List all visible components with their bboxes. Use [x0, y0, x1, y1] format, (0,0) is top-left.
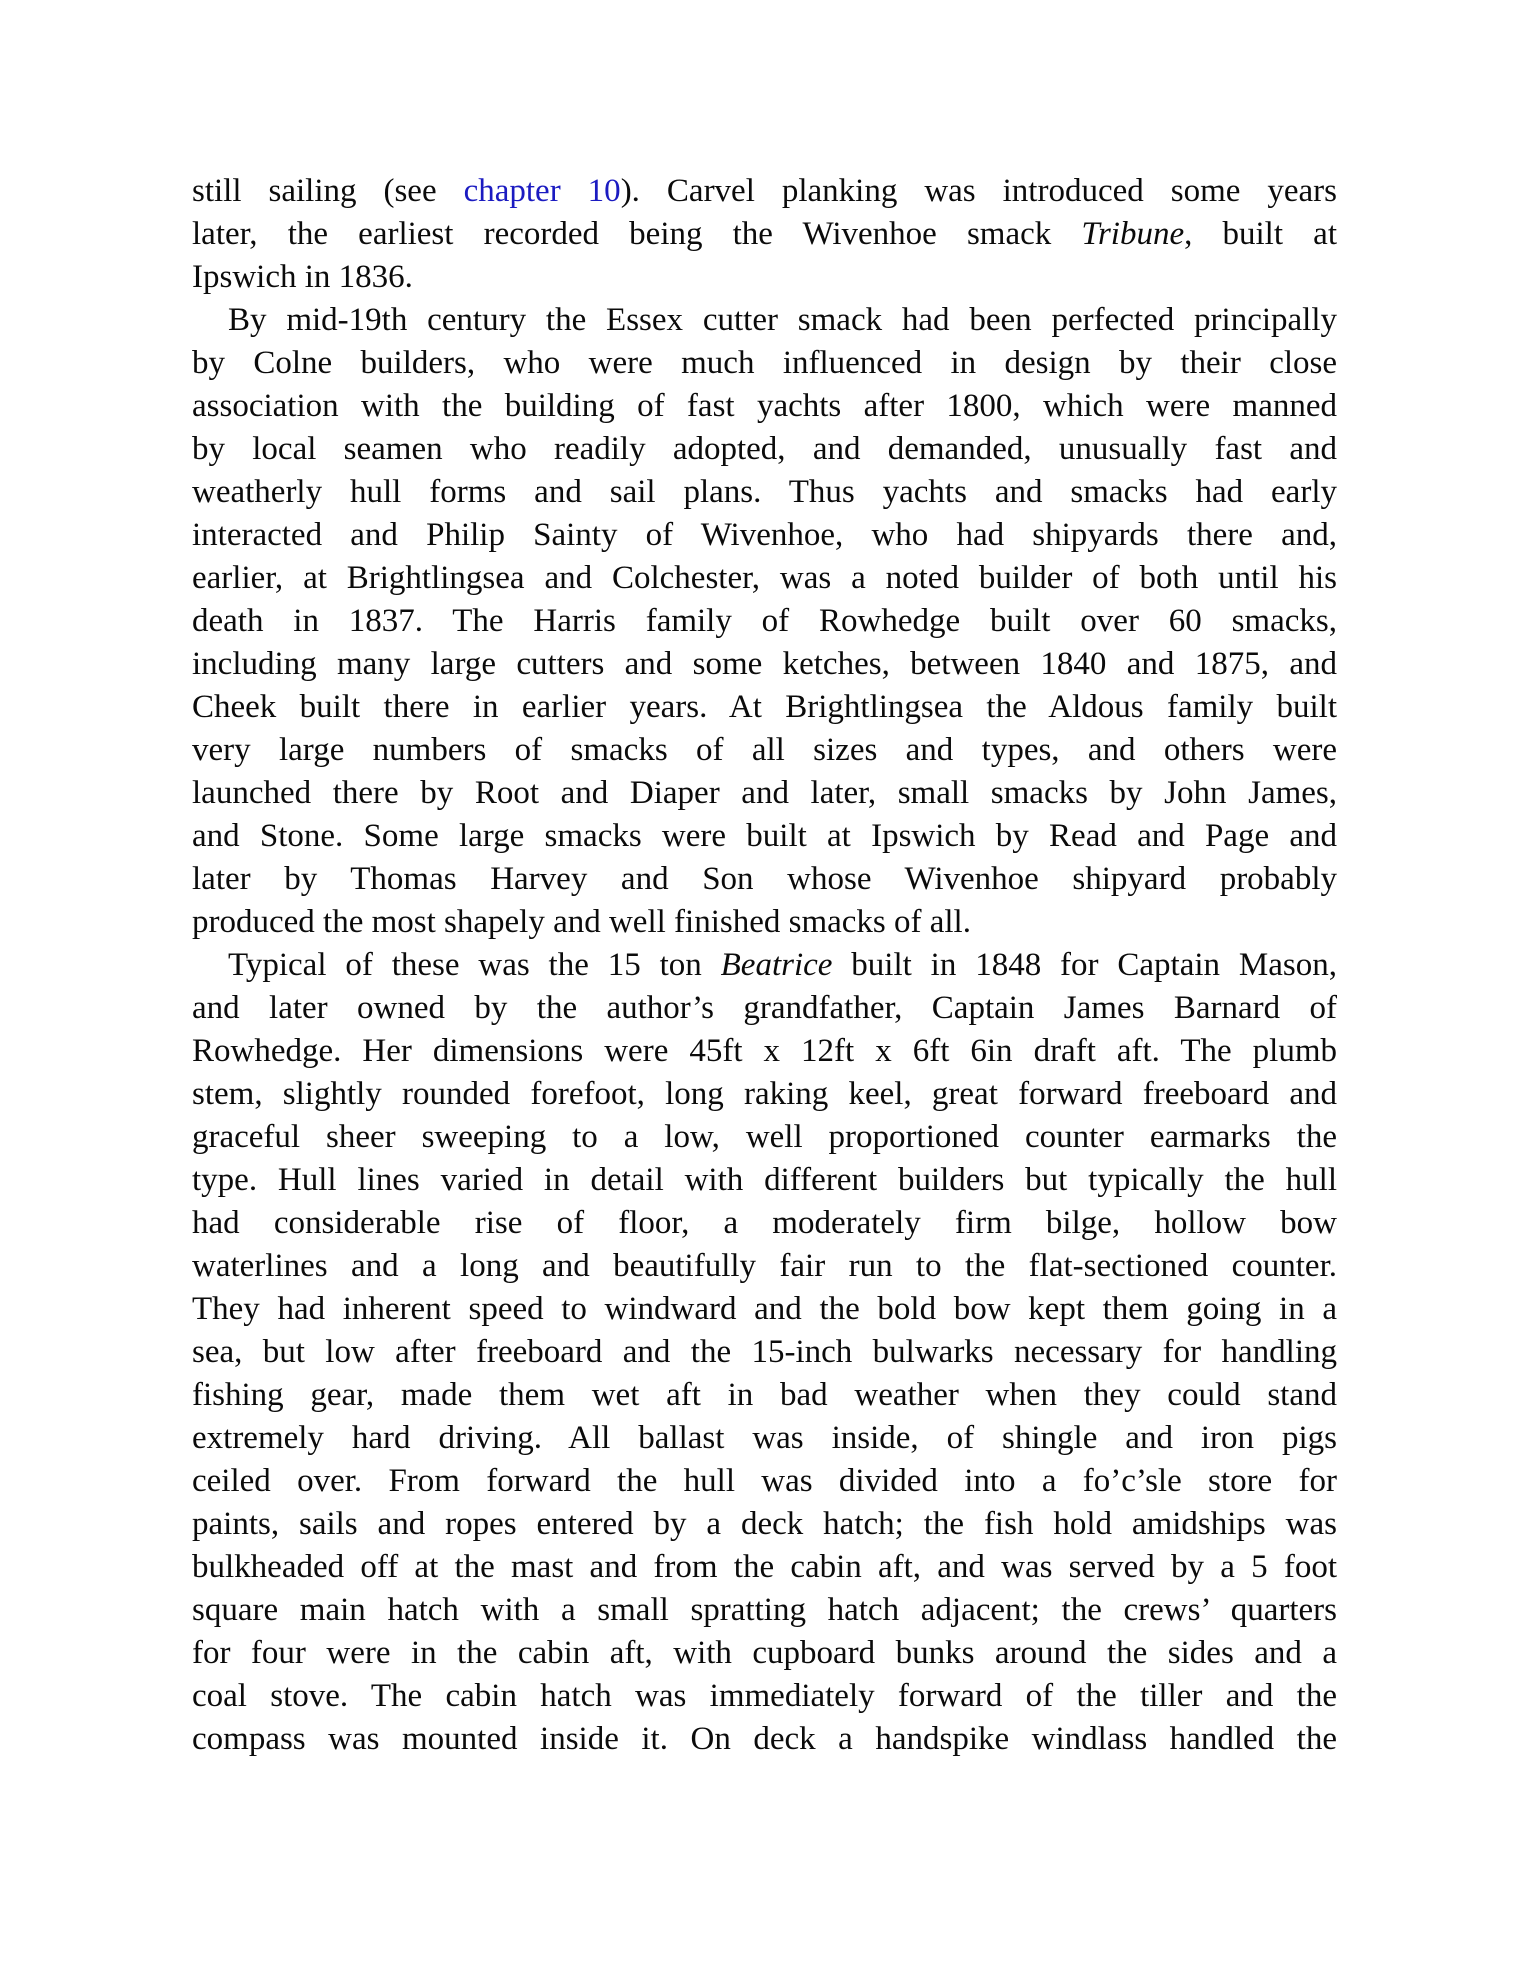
text-run: weatherly hull forms and sail plans. Thus yachts and smacks had early — [192, 474, 1337, 510]
text-line — [192, 213, 1337, 256]
text-run: waterlines and a long and beautifully fair run to the flat-sectioned counter. — [192, 1248, 1337, 1284]
text-run: by local seamen who readily adopted, and demanded, unusually fast and — [192, 431, 1337, 467]
text-line — [192, 815, 1337, 858]
text-line — [192, 1288, 1337, 1331]
text-line — [192, 1030, 1337, 1073]
text-line — [192, 1374, 1337, 1417]
text-line — [192, 901, 1337, 944]
text-run: Ipswich in 1836. — [192, 259, 413, 295]
text-line — [192, 1589, 1337, 1632]
text-line — [192, 1546, 1337, 1589]
text-line — [192, 1718, 1337, 1761]
text-run: by Colne builders, who were much influenced in design by their close — [192, 345, 1337, 381]
text-run: and later owned by the author’s grandfather, Captain James Barnard of — [192, 990, 1337, 1026]
text-line — [192, 686, 1337, 729]
text-line — [192, 643, 1337, 686]
text-line — [192, 1245, 1337, 1288]
text-line — [192, 944, 1337, 987]
text-line — [192, 1417, 1337, 1460]
chapter-10-link[interactable]: chapter 10 — [463, 173, 621, 209]
text-run: extremely hard driving. All ballast was inside, of shingle and iron pigs — [192, 1420, 1337, 1456]
vessel-name-beatrice: Beatrice — [720, 947, 833, 983]
text-line — [192, 170, 1337, 213]
text-run: ). Carvel planking was introduced some years — [620, 173, 1337, 209]
text-run: association with the building of fast yachts after 1800, which were manned — [192, 388, 1337, 424]
text-run: Rowhedge. Her dimensions were 45ft x 12ft x 6ft 6in draft aft. The plumb — [192, 1033, 1337, 1069]
text-run: graceful sheer sweeping to a low, well proportioned counter earmarks the — [192, 1119, 1337, 1155]
text-run: ceiled over. From forward the hull was divided into a fo’c’sle store for — [192, 1463, 1337, 1499]
text-line — [192, 1116, 1337, 1159]
text-line — [192, 600, 1337, 643]
text-run: still sailing (see — [192, 173, 464, 209]
text-run: earlier, at Brightlingsea and Colchester, was a noted builder of both until his — [192, 560, 1337, 596]
text-line — [192, 471, 1337, 514]
text-run: type. Hull lines varied in detail with different builders but typically the hull — [192, 1162, 1337, 1198]
text-line — [192, 342, 1337, 385]
text-line — [192, 1675, 1337, 1718]
text-line — [192, 385, 1337, 428]
text-run: including many large cutters and some ketches, between 1840 and 1875, and — [192, 646, 1337, 682]
text-run: had considerable rise of floor, a moderately firm bilge, hollow bow — [192, 1205, 1337, 1241]
text-line — [192, 557, 1337, 600]
text-run: Typical of these was the 15 ton — [228, 947, 721, 983]
text-line — [192, 1632, 1337, 1675]
text-run: square main hatch with a small spratting hatch adjacent; the crews’ quarters — [192, 1592, 1337, 1628]
text-run: built in 1848 for Captain Mason, — [832, 947, 1337, 983]
text-line — [192, 1460, 1337, 1503]
text-line — [192, 256, 1337, 299]
text-line — [192, 772, 1337, 815]
text-run: and Stone. Some large smacks were built at Ipswich by Read and Page and — [192, 818, 1337, 854]
text-run: sea, but low after freeboard and the 15-inch bulwarks necessary for handling — [192, 1334, 1337, 1370]
text-line — [192, 299, 1337, 342]
text-run: By mid-19th century the Essex cutter smack had been perfected principally — [228, 302, 1337, 338]
text-line — [192, 1202, 1337, 1245]
text-line — [192, 428, 1337, 471]
text-run: , built at — [1184, 216, 1337, 252]
text-run: stem, slightly rounded forefoot, long raking keel, great forward freeboard and — [192, 1076, 1337, 1112]
text-line — [192, 729, 1337, 772]
text-line — [192, 987, 1337, 1030]
text-run: later by Thomas Harvey and Son whose Wivenhoe shipyard probably — [192, 861, 1337, 897]
text-run: Cheek built there in earlier years. At Brightlingsea the Aldous family built — [192, 689, 1337, 725]
text-run: later, the earliest recorded being the Wivenhoe smack — [192, 216, 1082, 252]
text-run: death in 1837. The Harris family of Rowhedge built over 60 smacks, — [192, 603, 1337, 639]
text-run: coal stove. The cabin hatch was immediately forward of the tiller and the — [192, 1678, 1337, 1714]
text-run: paints, sails and ropes entered by a deck hatch; the fish hold amidships was — [192, 1506, 1337, 1542]
text-line — [192, 514, 1337, 557]
text-run: They had inherent speed to windward and the bold bow kept them going in a — [192, 1291, 1337, 1327]
text-line — [192, 1331, 1337, 1374]
text-line — [192, 858, 1337, 901]
text-run: interacted and Philip Sainty of Wivenhoe, who had shipyards there and, — [192, 517, 1337, 553]
text-run: bulkheaded off at the mast and from the cabin aft, and was served by a 5 foot — [192, 1549, 1337, 1585]
text-run: launched there by Root and Diaper and later, small smacks by John James, — [192, 775, 1337, 811]
text-run: very large numbers of smacks of all sizes and types, and others were — [192, 732, 1337, 768]
text-run: fishing gear, made them wet aft in bad weather when they could stand — [192, 1377, 1337, 1413]
text-run: produced the most shapely and well finished smacks of all. — [192, 904, 971, 940]
text-line — [192, 1073, 1337, 1116]
text-line — [192, 1159, 1337, 1202]
text-line — [192, 1503, 1337, 1546]
text-run: for four were in the cabin aft, with cupboard bunks around the sides and a — [192, 1635, 1337, 1671]
page-text-block — [192, 170, 1337, 1761]
text-run: compass was mounted inside it. On deck a handspike windlass handled the — [192, 1721, 1337, 1757]
vessel-name-tribune: Tribune — [1081, 216, 1185, 252]
